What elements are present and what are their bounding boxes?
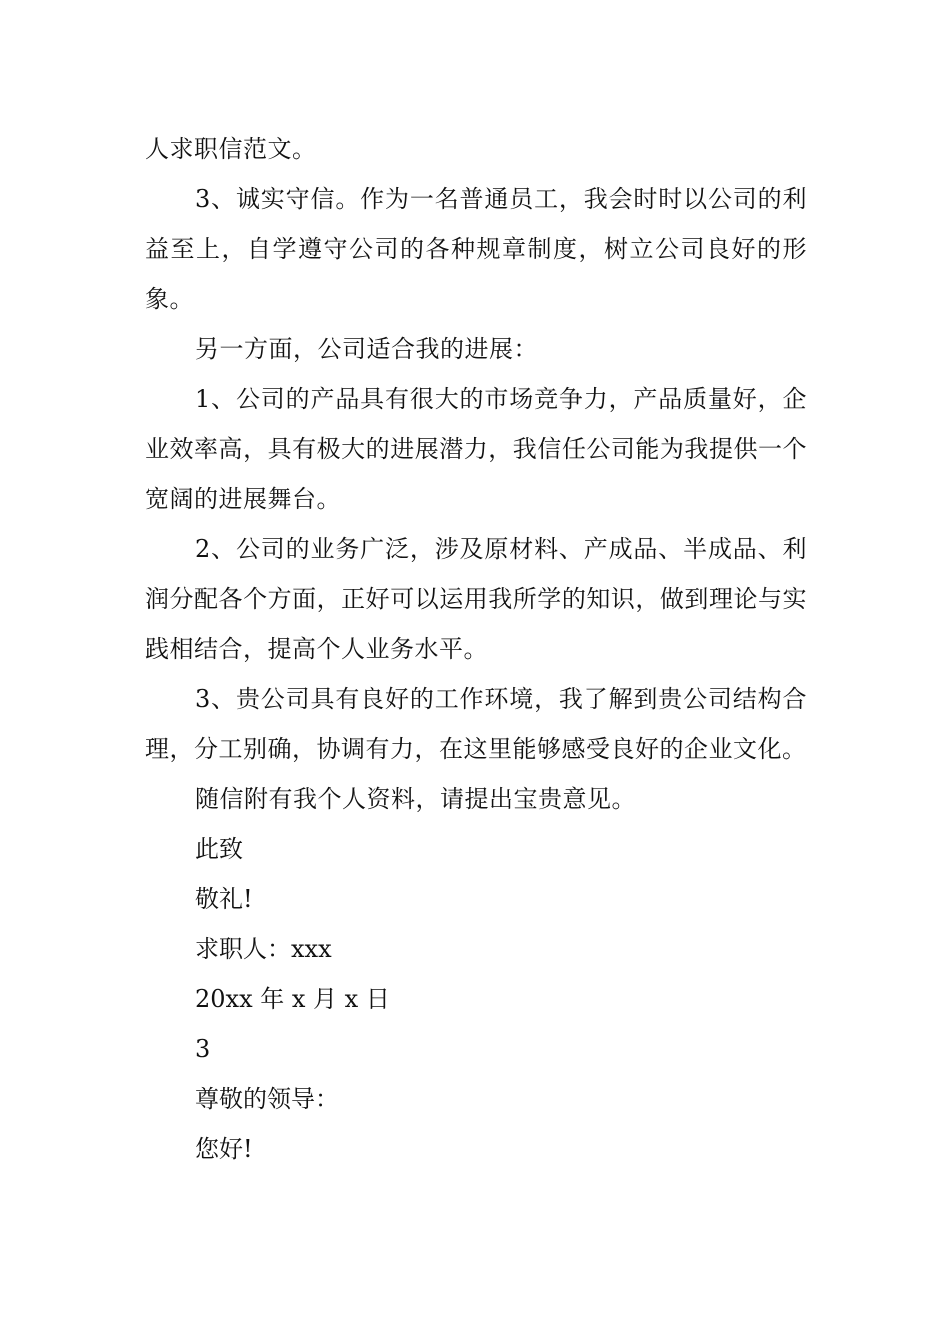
paragraph-continuation: 人求职信范文。 <box>145 135 317 163</box>
paragraph-honesty: 3、诚实守信。作为一名普通员工，我会时时以公司的利益至上，自学遵守公司的各种规章制度，树立公司良好的形象。 <box>145 185 807 313</box>
section-number: 3 <box>195 1035 211 1063</box>
closing-salutation-1: 此致 <box>195 835 243 863</box>
applicant-signature: 求职人：xxx <box>195 935 332 963</box>
paragraph-company-fit-intro: 另一方面，公司适合我的进展： <box>195 335 538 363</box>
paragraph-product-competitiveness: 1、公司的产品具有很大的市场竞争力，产品质量好，企业效率高，具有极大的进展潜力，我信任公司能为我提供一个宽阔的进展舞台。 <box>145 385 807 513</box>
next-letter-greeting: 尊敬的领导： <box>195 1085 339 1113</box>
letter-date: 20xx 年 x 月 x 日 <box>195 985 390 1013</box>
paragraph-business-scope: 2、公司的业务广泛，涉及原材料、产成品、半成品、利润分配各个方面，正好可以运用我所学的知识，做到理论与实践相结合，提高个人业务水平。 <box>145 535 807 663</box>
paragraph-work-environment: 3、贵公司具有良好的工作环境，我了解到贵公司结构合理，分工别确，协调有力，在这里能够感受良好的企业文化。 <box>145 685 807 763</box>
next-letter-hello: 您好! <box>195 1135 253 1163</box>
paragraph-attachment-note: 随信附有我个人资料，请提出宝贵意见。 <box>195 785 636 813</box>
closing-salutation-2: 敬礼! <box>195 885 253 913</box>
document-body <box>145 124 807 1174</box>
